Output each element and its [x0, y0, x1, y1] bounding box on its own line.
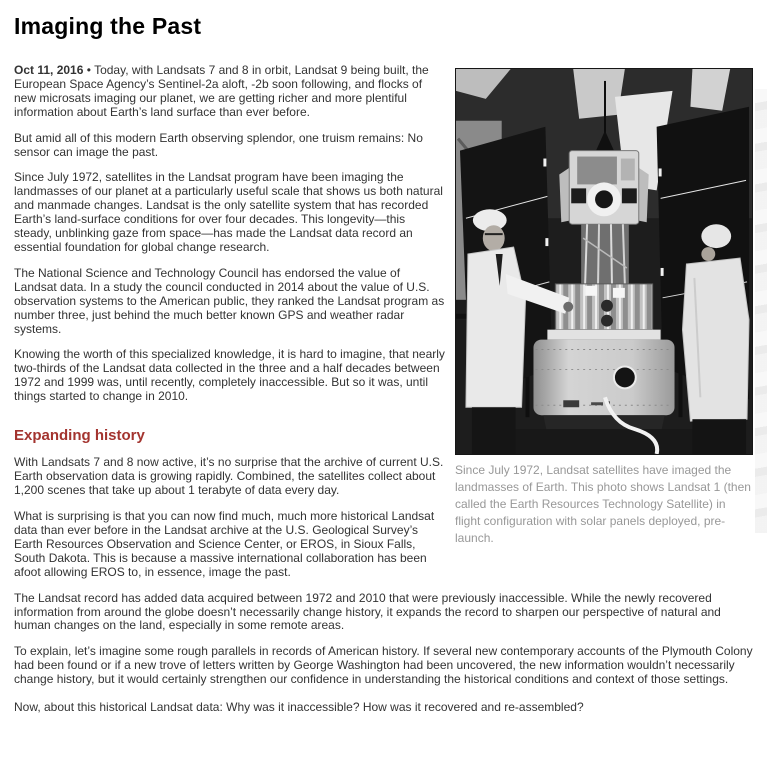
article-paragraph: Knowing the worth of this specialized knowledge, it is hard to imagine, that nearly two-thirds of the Landsat data collected in the three and a half decades between 1972 and 1999 was, until recently, completely inaccessible. But so it was, until things started to change in 2010. [14, 347, 445, 404]
date-bullet: • [86, 63, 91, 77]
article-date: Oct 11, 2016 [14, 63, 84, 77]
page-title: Imaging the Past [14, 13, 202, 39]
page-edge-artifact [755, 89, 767, 533]
section-heading-expanding-history: Expanding history [14, 427, 145, 445]
article-paragraph: The Landsat record has added data acquired between 1972 and 2010 that were previously inaccessible. While the newly recovered information from around the globe doesn’t necessarily change history, it expands the record to sharpen our perspective of natural and human changes on the land, especially in some remote areas. [14, 590, 721, 633]
article-paragraph: What is surprising is that you can now find much, much more historical Landsat data than ever before in the Landsat archive at the U.S. Geological Survey’s Earth Resources Observation and Science Center, or EROS, in Sioux Falls, South Dakota. This is because a massive international collaboration has been afoot allowing EROS to, in essence, image the past. [14, 509, 435, 579]
article-paragraph: Since July 1972, satellites in the Landsat program have been imaging the landmasses of our planet at a particularly useful scale that shows us both natural and manmade changes. Landsat is the only satellite system that has recorded Earth’s land-surface conditions for over four decades. This longevity—this steady, unblinking gaze from space—has made the Landsat data record an essential foundation for global change research. [14, 170, 443, 254]
article-paragraph: But amid all of this modern Earth observing splendor, one truism remains: No sensor can image the past. [14, 130, 423, 159]
article-body [14, 64, 753, 715]
photo-caption: Since July 1972, Landsat satellites have imaged the landmasses of Earth. This photo shows Landsat 1 (then called the Earth Resources Technology Satellite) in flight configuration with solar panels deployed, pre-launch. [455, 463, 751, 545]
article-paragraph: With Landsats 7 and 8 now active, it’s no surprise that the archive of current U.S. Earth observation data is growing rapidly. Combined, the satellites collect about 1,200 scenes that take up about 1 terabyte of data every day. [14, 455, 444, 498]
article-paragraph: The National Science and Technology Council has endorsed the value of Landsat data. In a study the council conducted in 2014 about the value of U.S. observation systems to the American public, they ranked the Landsat program as number three, just behind the much better known GPS and weather radar systems. [14, 265, 445, 336]
landsat-satellite-photo [455, 68, 753, 455]
article-paragraph: To explain, let’s imagine some rough parallels in records of American history. If several new contemporary accounts of the Plymouth Colony had been found or if a new trove of letters written by George Washington had been uncovered, the new information wouldn’t necessarily change history, but it would certainly strengthen our confidence in understanding the historical conditions and context of those settings. [14, 644, 753, 687]
article-figure [455, 68, 753, 547]
article-page [0, 13, 767, 757]
landsat-photo-graphic [456, 69, 752, 454]
article-paragraph: Now, about this historical Landsat data: Why was it inaccessible? How was it recovered and re-assembled? [14, 700, 584, 715]
paragraph-text: Today, with Landsats 7 and 8 in orbit, Landsat 9 being built, the European Space Agency’s Sentinel-2a aloft, -2b soon following, and flocks of new microsats imaging our planet, we are getting richer and more plentiful information about Earth’s land surface than ever before. [14, 63, 429, 119]
